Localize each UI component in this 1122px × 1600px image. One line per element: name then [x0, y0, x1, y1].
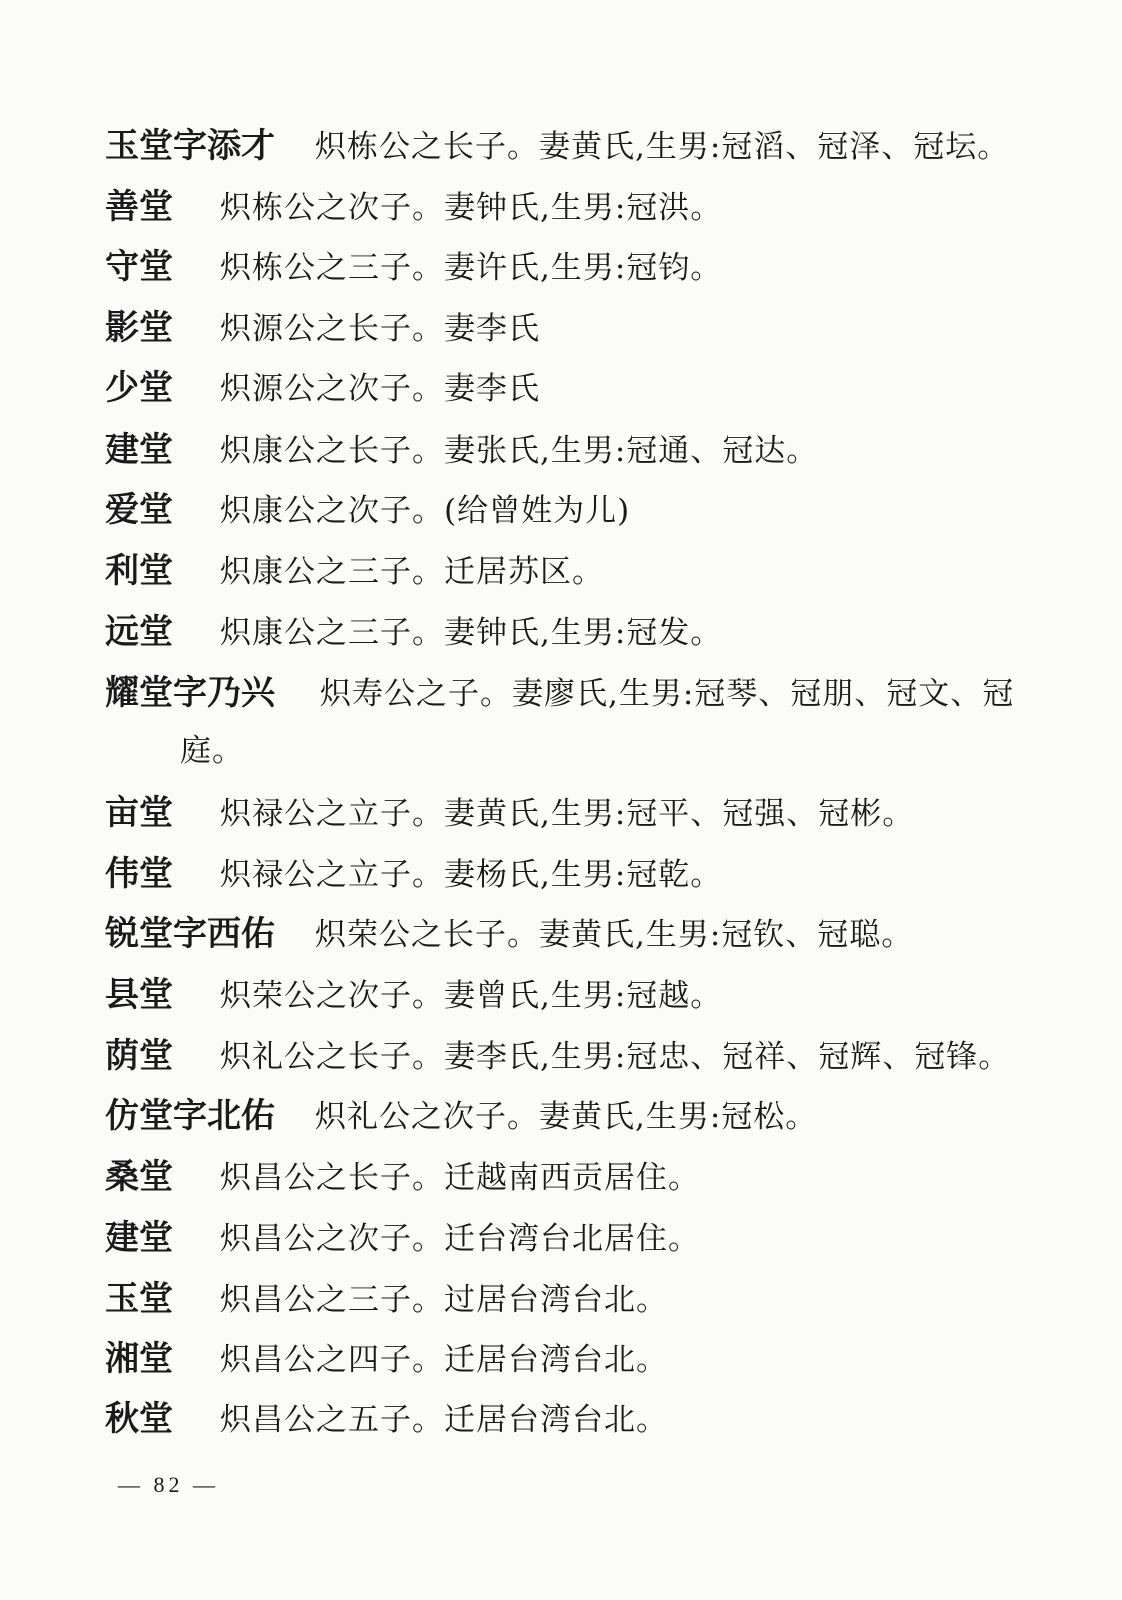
entry-name: 玉堂	[105, 1279, 173, 1319]
entry-description: 炽昌公之次子。迁台湾台北居住。	[220, 1221, 700, 1257]
entry-name: 利堂	[105, 551, 173, 591]
entry-description: 炽昌公之四子。迁居台湾台北。	[220, 1342, 668, 1378]
entry	[105, 1157, 1065, 1198]
page-number: — 82 —	[118, 1472, 219, 1497]
entry-description: 炽昌公之长子。迁越南西贡居住。	[220, 1160, 700, 1196]
entry	[105, 308, 1065, 349]
entry-description: 炽栋公之三子。妻许氏,生男:冠钧。	[220, 250, 723, 286]
entry-name: 爱堂	[105, 490, 173, 530]
entry-description: 炽康公之三子。妻钟氏,生男:冠发。	[220, 615, 723, 651]
entry-name: 玉堂字添才	[105, 126, 275, 166]
entry-description: 炽寿公之子。妻廖氏,生男:冠琴、冠朋、冠文、冠	[320, 676, 1015, 712]
entry-description: 炽禄公之立子。妻杨氏,生男:冠乾。	[220, 857, 723, 893]
entry-description: 炽栋公之长子。妻黄氏,生男:冠滔、冠泽、冠坛。	[315, 129, 1010, 165]
entry	[105, 914, 1065, 955]
entry	[105, 1399, 1065, 1440]
entry-description: 炽礼公之次子。妻黄氏,生男:冠松。	[315, 1099, 818, 1135]
entry-name: 秋堂	[105, 1399, 173, 1439]
entry	[105, 612, 1065, 653]
entry	[105, 854, 1065, 895]
entry	[105, 247, 1065, 288]
entry	[105, 1096, 1065, 1137]
entry	[105, 1036, 1065, 1077]
entry	[105, 368, 1065, 409]
entry-name: 荫堂	[105, 1036, 173, 1076]
entry-name: 建堂	[105, 1218, 173, 1258]
entry	[105, 1339, 1065, 1380]
entry	[105, 126, 1065, 167]
entry	[105, 673, 1065, 714]
entry-description: 炽康公之长子。妻张氏,生男:冠通、冠达。	[220, 433, 819, 469]
entry-description: 炽康公之三子。迁居苏区。	[220, 554, 604, 590]
entry	[105, 793, 1065, 834]
entry-name: 影堂	[105, 308, 173, 348]
entry-description: 炽荣公之次子。妻曾氏,生男:冠越。	[220, 978, 723, 1014]
entry-name: 耀堂字乃兴	[105, 673, 275, 713]
entry	[105, 551, 1065, 592]
entry-name: 守堂	[105, 247, 173, 287]
entry	[105, 187, 1065, 228]
entry-description: 炽源公之长子。妻李氏	[220, 311, 540, 347]
entry-continuation: 庭。	[180, 733, 244, 769]
entry	[105, 490, 1065, 531]
entry	[105, 430, 1065, 471]
entry	[105, 1279, 1065, 1320]
entry	[105, 1218, 1065, 1259]
entry	[105, 975, 1065, 1016]
entry-description: 炽昌公之三子。过居台湾台北。	[220, 1282, 668, 1318]
entry-name: 湘堂	[105, 1339, 173, 1379]
entry-name: 少堂	[105, 368, 173, 408]
entry-description: 炽荣公之长子。妻黄氏,生男:冠钦、冠聪。	[315, 917, 914, 953]
entry-name: 仿堂字北佑	[105, 1096, 275, 1136]
entry-description: 炽礼公之长子。妻李氏,生男:冠忠、冠祥、冠辉、冠锋。	[220, 1039, 1011, 1075]
entry-name: 善堂	[105, 187, 173, 227]
entry-name: 桑堂	[105, 1157, 173, 1197]
entry-name: 县堂	[105, 975, 173, 1015]
entry-name: 远堂	[105, 612, 173, 652]
entry-name: 锐堂字西佑	[105, 914, 275, 954]
entry-name: 亩堂	[105, 793, 173, 833]
entry-description: 炽源公之次子。妻李氏	[220, 371, 540, 407]
entry-description: 炽栋公之次子。妻钟氏,生男:冠洪。	[220, 190, 723, 226]
entry-description: 炽康公之次子。(给曾姓为儿)	[220, 493, 631, 529]
entry-name: 建堂	[105, 430, 173, 470]
entry-description: 炽昌公之五子。迁居台湾台北。	[220, 1402, 668, 1438]
entry-name: 伟堂	[105, 854, 173, 894]
entry-description: 炽禄公之立子。妻黄氏,生男:冠平、冠强、冠彬。	[220, 796, 915, 832]
